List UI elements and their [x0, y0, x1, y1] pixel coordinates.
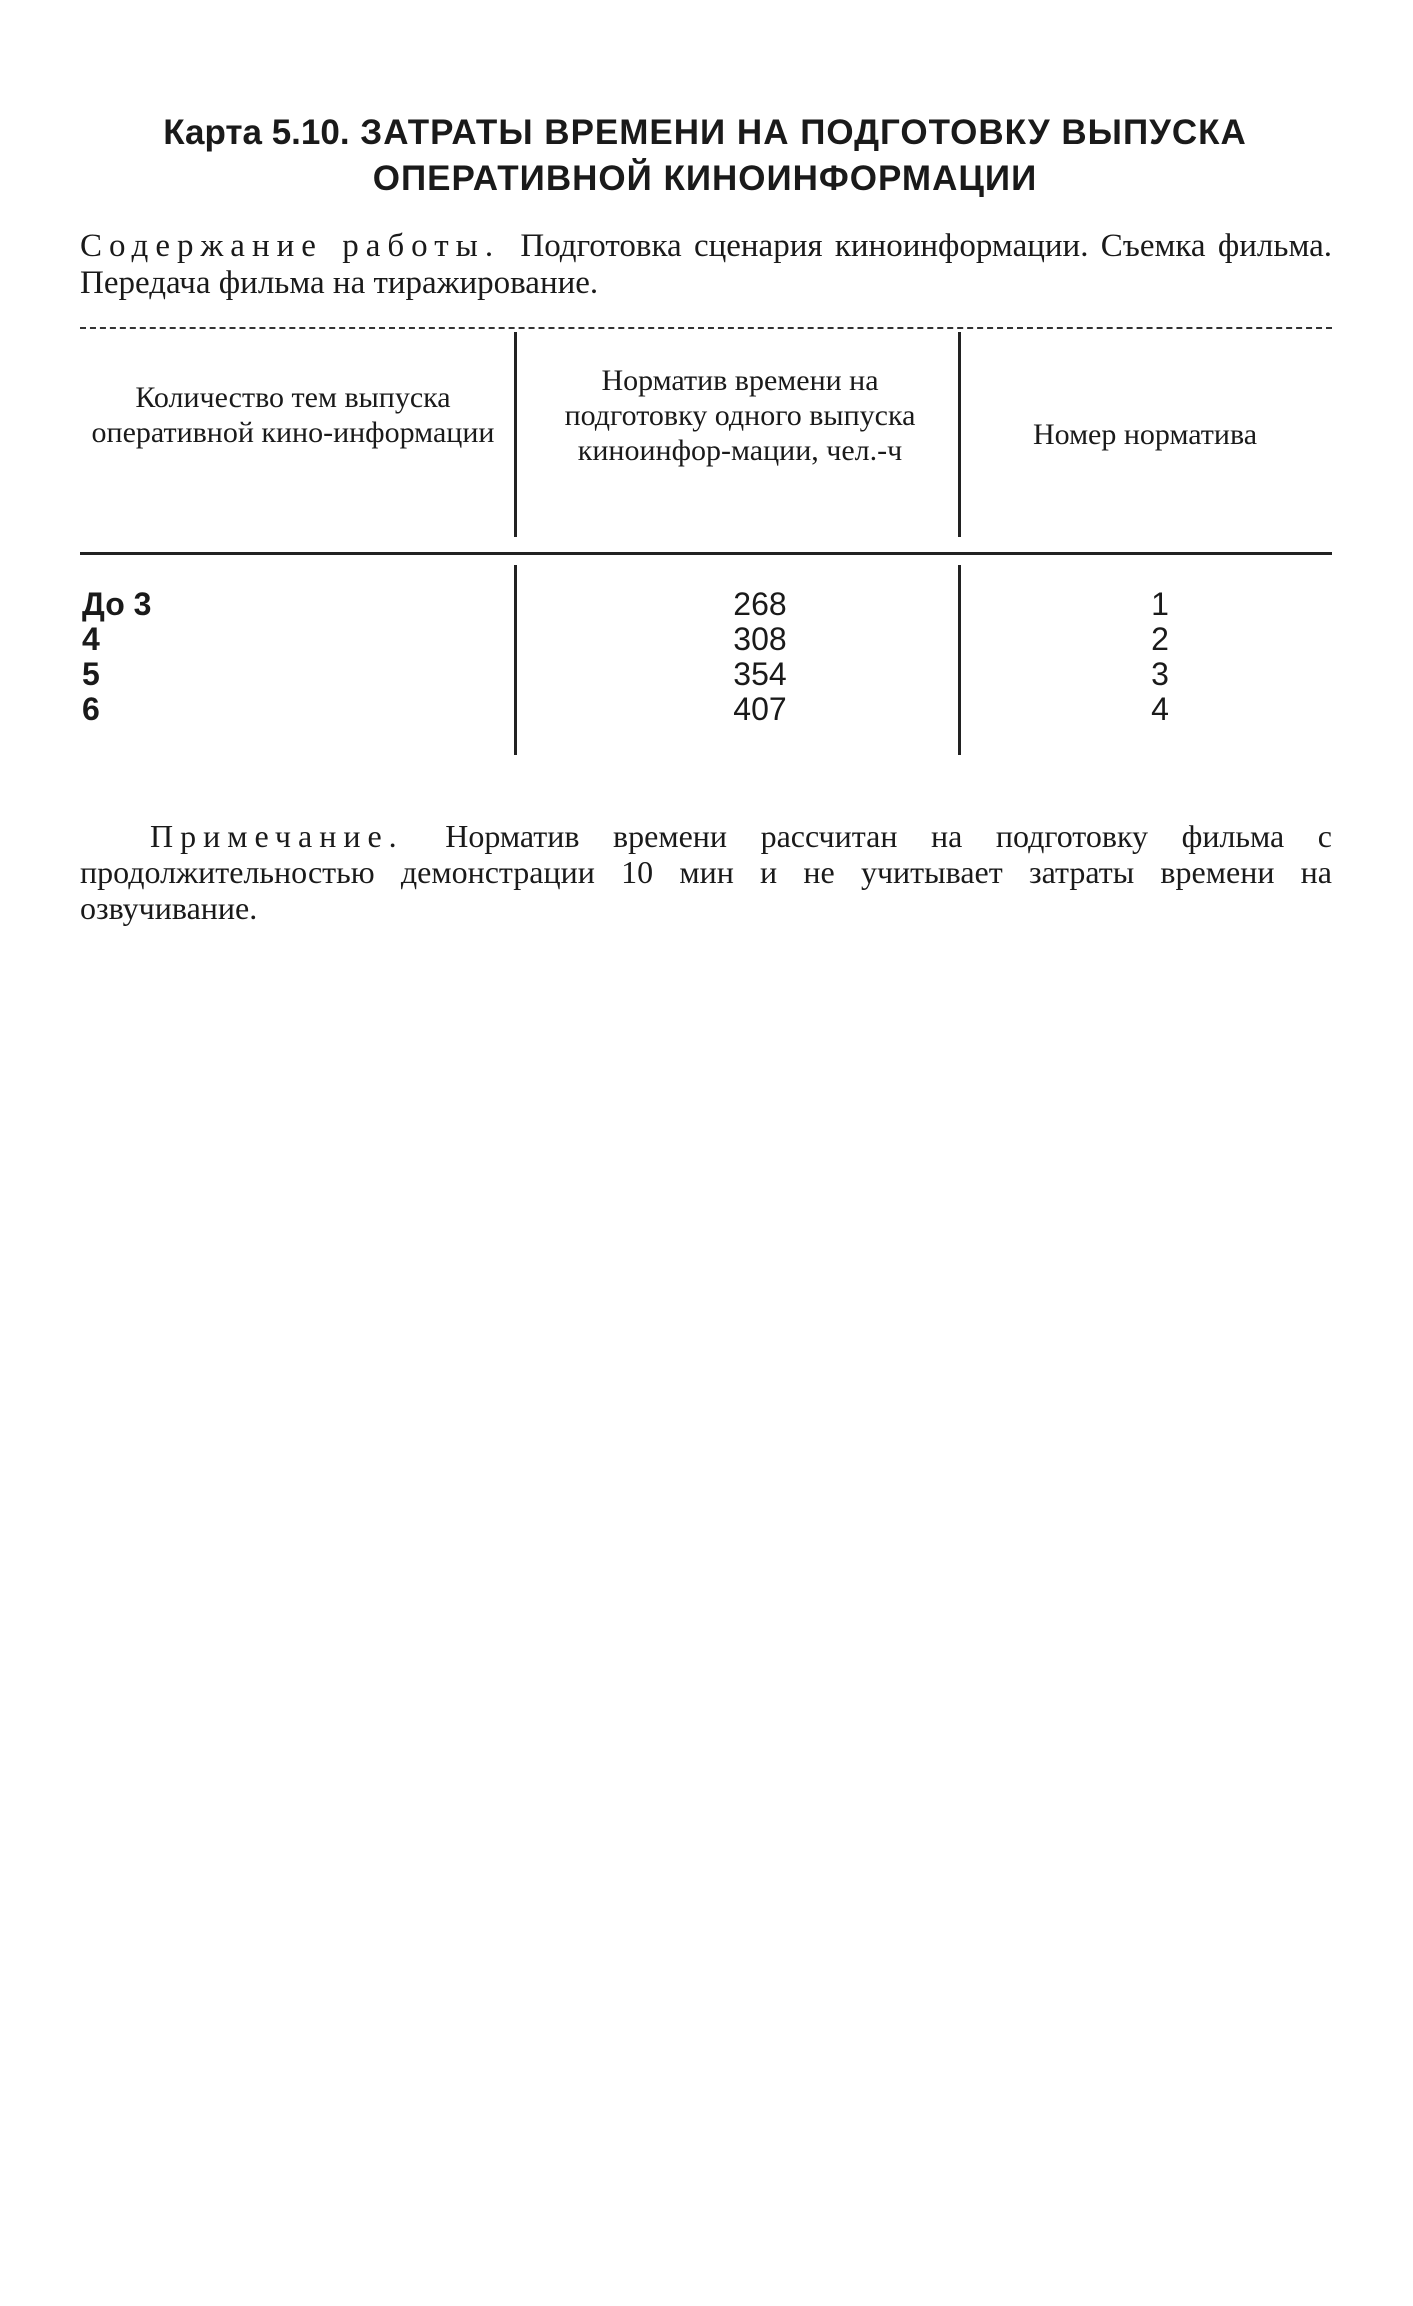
table-cell-number: 3	[1151, 656, 1169, 692]
column-themes	[82, 587, 382, 727]
column-time-norm	[690, 587, 830, 727]
page-title	[80, 110, 1330, 202]
table-top-rule	[80, 327, 1332, 329]
table-cell-norm: 407	[733, 691, 787, 727]
work-content-paragraph	[80, 228, 1332, 302]
table-cell-themes: До 3	[82, 586, 152, 622]
header-divider-2	[958, 332, 961, 537]
table-cell-themes: 5	[82, 656, 100, 692]
title-line-1	[80, 110, 1330, 156]
table-cell-number: 1	[1151, 586, 1169, 622]
table-cell-norm: 354	[733, 656, 787, 692]
table-cell-number: 2	[1151, 621, 1169, 657]
header-divider-1	[514, 332, 517, 537]
table-cell-norm: 268	[733, 586, 787, 622]
header-time-norm: Норматив времени на подготовку одного выпуска киноинфор-мации, чел.-ч	[564, 364, 916, 467]
title-text-1: ЗАТРАТЫ ВРЕМЕНИ НА ПОДГОТОВКУ ВЫПУСКА	[360, 113, 1247, 152]
header-themes-count: Количество тем выпуска оперативной кино-информации	[91, 381, 495, 449]
body-divider-2	[958, 565, 961, 755]
header-norm-number: Номер норматива	[1032, 418, 1258, 451]
table-cell-themes: 4	[82, 621, 100, 657]
note-label: Примечание.	[150, 818, 404, 854]
table-cell-norm: 308	[733, 621, 787, 657]
work-content-text: Подготовка сценария киноинформации. Съемка фильма. Передача фильма на тиражирование.	[80, 228, 1333, 301]
body-divider-1	[514, 565, 517, 755]
card-label: Карта 5.10.	[163, 113, 350, 152]
column-norm-number	[1100, 587, 1220, 727]
title-line-2: ОПЕРАТИВНОЙ КИНОИНФОРМАЦИИ	[372, 159, 1038, 198]
table-cell-number: 4	[1151, 691, 1169, 727]
note-text: Норматив времени рассчитан на подготовку фильма с продолжительностью демонстрации 10 мин и не учитывает затраты времени на озвучивание.	[80, 818, 1333, 926]
table-cell-themes: 6	[82, 691, 100, 727]
note-paragraph	[80, 818, 1332, 926]
work-content-label: Содержание работы.	[80, 228, 501, 264]
header-bottom-rule	[80, 552, 1332, 555]
